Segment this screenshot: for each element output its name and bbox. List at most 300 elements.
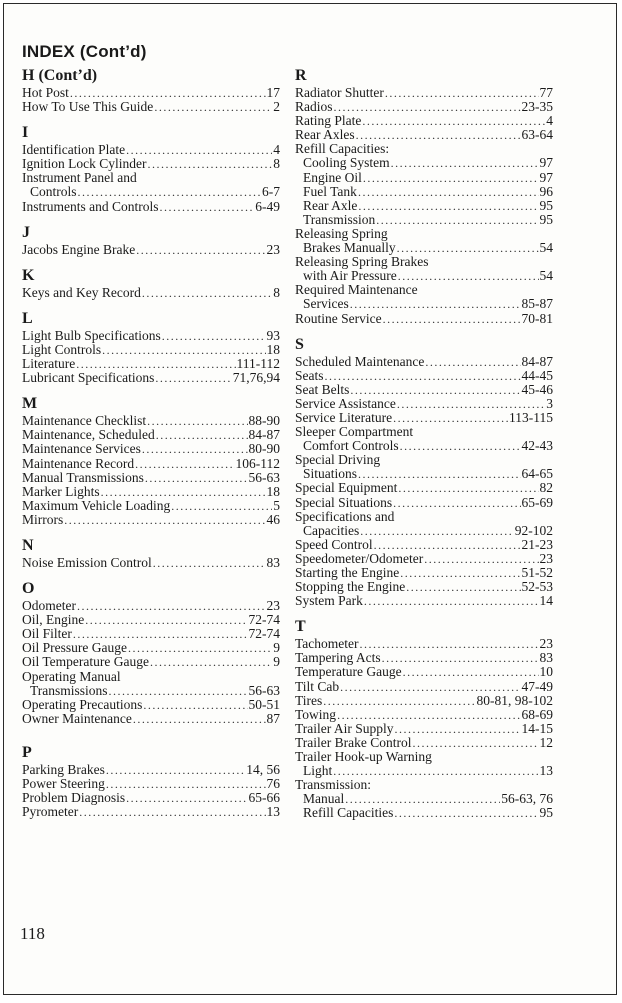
entry-pages: 65-69	[521, 494, 553, 510]
entry-topic: Marker Lights	[22, 483, 100, 499]
section-i	[22, 122, 280, 213]
index-entry	[22, 357, 280, 371]
index-entry	[295, 722, 553, 736]
entry-pages: 13	[266, 804, 280, 820]
entry-topic: Engine Oil	[303, 169, 362, 185]
dot-leader	[102, 343, 265, 357]
index-entry	[295, 383, 553, 397]
entry-topic: Service Assistance	[295, 395, 396, 411]
entry-pages: 4	[273, 142, 280, 158]
dot-leader	[356, 128, 521, 142]
entry-pages: 72-74	[248, 626, 280, 642]
dot-leader	[350, 297, 521, 311]
entry-topic: Maintenance Checklist	[22, 413, 147, 429]
dot-leader	[70, 86, 266, 100]
entry-pages: 54	[539, 268, 553, 284]
entry-topic: Pyrometer	[22, 804, 79, 820]
entry-pages: 52-53	[521, 579, 553, 595]
entry-topic: Oil Filter	[22, 626, 72, 642]
entry-topic: Comfort Controls	[303, 438, 399, 454]
dot-leader	[403, 665, 539, 679]
entry-pages: 23	[539, 636, 553, 652]
index-entry	[22, 556, 280, 570]
entry-pages: 96	[539, 183, 553, 199]
entry-topic: Parking Brakes	[22, 761, 105, 777]
dot-leader	[135, 457, 234, 471]
index-entry	[22, 171, 280, 185]
entry-pages: 84-87	[521, 353, 553, 369]
entry-topic: Situations	[303, 466, 358, 482]
section-s	[295, 334, 553, 609]
entry-pages: 8	[273, 284, 280, 300]
index-entry	[22, 499, 280, 513]
entry-pages: 71,76,94	[232, 370, 280, 386]
index-entry	[295, 524, 553, 538]
index-entry	[22, 627, 280, 641]
entry-topic: Literature	[22, 356, 76, 372]
dot-leader	[143, 698, 247, 712]
entry-pages: 84-87	[248, 427, 280, 443]
entry-pages: 83	[539, 650, 553, 666]
index-entry	[295, 510, 553, 524]
entry-pages: 106-112	[235, 455, 280, 471]
index-entry	[22, 655, 280, 669]
index-entry	[295, 538, 553, 552]
entry-topic: Scheduled Maintenance	[295, 353, 425, 369]
dot-leader	[391, 156, 539, 170]
index-entry	[295, 651, 553, 665]
entry-topic: Jacobs Engine Brake	[22, 241, 136, 257]
section-j	[22, 222, 280, 257]
entry-pages: 76	[266, 776, 280, 791]
entry-topic: Controls	[30, 184, 77, 200]
dot-leader	[397, 397, 545, 411]
index-entry	[22, 457, 280, 471]
index-entry	[295, 792, 553, 806]
entry-topic: Services	[303, 296, 349, 312]
entry-topic: Rating Plate	[295, 113, 362, 129]
entry-pages: 23	[266, 598, 280, 614]
index-entry	[22, 343, 280, 357]
entry-topic: Brakes Manually	[303, 240, 396, 256]
entry-topic: Temperature Gauge	[295, 664, 402, 680]
entry-topic: Service Literature	[295, 409, 393, 425]
index-entry	[295, 680, 553, 694]
index-entry	[22, 513, 280, 527]
entry-topic: Light Bulb Specifications	[22, 327, 161, 343]
entry-topic: Radiator Shutter	[295, 85, 384, 100]
dot-leader	[333, 764, 538, 778]
index-entry	[295, 481, 553, 495]
entry-topic: Transmission	[303, 211, 376, 227]
section-l	[22, 308, 280, 385]
entry-pages: 46	[266, 511, 280, 527]
index-entry	[295, 750, 553, 764]
entry-pages: 10	[539, 664, 553, 680]
dot-leader	[363, 171, 539, 185]
index-entry	[295, 397, 553, 411]
index-entry	[22, 371, 280, 385]
index-entry	[22, 777, 280, 791]
entry-topic: Rear Axle	[303, 197, 358, 213]
section-letter: I	[22, 124, 29, 142]
index-entry	[295, 736, 553, 750]
index-entry	[22, 599, 280, 613]
index-entry	[22, 485, 280, 499]
index-entry	[22, 698, 280, 712]
entry-topic: Keys and Key Record	[22, 284, 141, 300]
index-entry	[295, 594, 553, 608]
entry-topic: Special Driving	[295, 452, 381, 468]
dot-leader	[126, 791, 247, 805]
index-entry	[295, 283, 553, 297]
dot-leader	[76, 357, 235, 371]
index-entry	[295, 580, 553, 594]
entry-topic: Trailer Air Supply	[295, 720, 394, 736]
dot-leader	[153, 556, 266, 570]
index-entry	[22, 329, 280, 343]
index-entry	[295, 142, 553, 156]
index-entry	[22, 100, 280, 114]
section-t	[295, 616, 553, 820]
index-entry	[22, 185, 280, 199]
entry-pages: 92-102	[514, 522, 553, 538]
entry-pages: 13	[539, 763, 553, 779]
section-letter: S	[295, 335, 304, 353]
index-entry	[295, 297, 553, 311]
entry-pages: 44-45	[521, 367, 553, 383]
index-entry	[295, 708, 553, 722]
entry-pages: 50-51	[248, 696, 280, 712]
entry-pages: 51-52	[521, 565, 553, 580]
entry-topic: Odometer	[22, 598, 76, 614]
entry-pages: 56-63, 76	[501, 791, 553, 807]
entry-topic: Maximum Vehicle Loading	[22, 497, 171, 513]
entry-topic: Starting the Engine	[295, 565, 400, 580]
entry-topic: Tires	[295, 692, 323, 708]
entry-topic: Radios	[295, 99, 333, 115]
entry-pages: 87	[266, 710, 280, 726]
entry-pages: 95	[539, 211, 553, 227]
entry-topic: Power Steering	[22, 776, 105, 791]
entry-topic: Identification Plate	[22, 142, 126, 158]
entry-topic: Stopping the Engine	[295, 579, 406, 595]
index-entry	[22, 286, 280, 300]
section-k	[22, 265, 280, 300]
entry-pages: 64-65	[521, 466, 553, 482]
entry-pages: 23	[539, 550, 553, 566]
entry-pages: 3	[546, 395, 553, 411]
entry-pages: 63-64	[521, 127, 553, 143]
index-entry	[295, 227, 553, 241]
entry-pages: 65-66	[248, 790, 280, 806]
section-letter: K	[22, 266, 35, 284]
index-entry	[295, 171, 553, 185]
index-entry	[295, 185, 553, 199]
dot-leader	[364, 594, 539, 608]
entry-pages: 23-35	[521, 99, 553, 115]
dot-leader	[412, 736, 538, 750]
entry-pages: 80-81, 98-102	[476, 692, 553, 708]
dot-leader	[360, 524, 514, 538]
entry-pages: 4	[546, 113, 553, 129]
entry-topic: Manual	[303, 791, 345, 807]
dot-leader	[358, 185, 539, 199]
entry-pages: 80-90	[248, 441, 280, 457]
entry-pages: 97	[539, 169, 553, 185]
entry-topic: Lubricant Specifications	[22, 370, 155, 386]
dot-leader	[340, 680, 520, 694]
section-letter: J	[22, 223, 30, 241]
entry-topic: Mirrors	[22, 511, 64, 527]
entry-topic: Instrument Panel and	[22, 170, 137, 186]
dot-leader	[101, 485, 266, 499]
entry-pages: 9	[273, 654, 280, 670]
entry-pages: 21-23	[521, 536, 553, 552]
entry-topic: Refill Capacities:	[295, 141, 390, 157]
dot-leader	[350, 383, 520, 397]
entry-pages: 14	[539, 593, 553, 609]
dot-leader	[393, 496, 520, 510]
dot-leader	[109, 684, 248, 698]
entry-topic: Required Maintenance	[295, 282, 418, 298]
entry-topic: Instruments and Controls	[22, 198, 159, 214]
index-page	[3, 3, 617, 995]
entry-topic: Rear Axles	[295, 127, 355, 143]
index-entry	[295, 566, 553, 580]
dot-leader	[325, 369, 521, 383]
entry-topic: Speedometer/Odometer	[295, 550, 424, 566]
entry-pages: 14, 56	[246, 761, 280, 777]
entry-pages: 56-63	[248, 682, 280, 698]
index-entry	[295, 637, 553, 651]
index-entry	[295, 199, 553, 213]
entry-topic: Sleeper Compartment	[295, 424, 414, 440]
dot-leader	[150, 655, 272, 669]
index-entry	[295, 764, 553, 778]
entry-topic: Maintenance Record	[22, 455, 135, 471]
index-entry	[22, 763, 280, 777]
index-entry	[22, 157, 280, 171]
index-entry	[295, 411, 553, 425]
index-entry	[295, 255, 553, 269]
index-entry	[22, 805, 280, 819]
index-entry	[22, 200, 280, 214]
page-number: 118	[20, 924, 45, 943]
index-entry	[22, 414, 280, 428]
dot-leader	[394, 806, 538, 820]
dot-leader	[358, 199, 538, 213]
section-h	[22, 65, 280, 114]
entry-topic: Oil Pressure Gauge	[22, 640, 127, 656]
entry-pages: 42-43	[521, 438, 553, 454]
section-n	[22, 535, 280, 570]
entry-pages: 17	[266, 85, 280, 100]
dot-leader	[397, 241, 539, 255]
entry-topic: Routine Service	[295, 310, 382, 326]
entry-pages: 68-69	[521, 706, 553, 722]
index-column-left	[22, 65, 280, 819]
entry-topic: System Park	[295, 593, 363, 609]
index-entry	[295, 114, 553, 128]
section-letter: R	[295, 67, 307, 84]
index-entry	[22, 86, 280, 100]
entry-pages: 9	[273, 640, 280, 656]
entry-topic: Refill Capacities	[303, 805, 394, 821]
entry-pages: 93	[266, 327, 280, 343]
dot-leader	[171, 499, 272, 513]
dot-leader	[160, 200, 255, 214]
entry-pages: 113-115	[509, 409, 553, 425]
entry-pages: 85-87	[521, 296, 553, 312]
index-entry	[295, 425, 553, 439]
entry-pages: 72-74	[248, 612, 280, 628]
section-letter: O	[22, 580, 35, 598]
dot-leader	[64, 513, 265, 527]
dot-leader	[106, 777, 266, 791]
section-letter: N	[22, 536, 34, 554]
index-entry	[295, 128, 553, 142]
entry-topic: Releasing Spring	[295, 225, 388, 241]
dot-leader	[85, 613, 247, 627]
index-entry	[22, 684, 280, 698]
dot-leader	[323, 694, 475, 708]
entry-topic: Noise Emission Control	[22, 554, 152, 570]
section-letter: T	[295, 618, 306, 636]
dot-leader	[136, 243, 265, 257]
index-entry	[295, 100, 553, 114]
dot-leader	[73, 627, 248, 641]
dot-leader	[345, 792, 500, 806]
entry-pages: 111-112	[236, 356, 280, 372]
dot-leader	[106, 763, 245, 777]
index-entry	[295, 369, 553, 383]
section-letter: P	[22, 743, 32, 761]
entry-pages: 12	[539, 734, 553, 750]
section-o	[22, 578, 280, 726]
index-entry	[22, 791, 280, 805]
dot-leader	[162, 329, 266, 343]
index-entry	[22, 670, 280, 684]
dot-leader	[360, 637, 539, 651]
index-entry	[295, 778, 553, 792]
entry-topic: Releasing Spring Brakes	[295, 254, 429, 270]
dot-leader	[147, 414, 247, 428]
entry-pages: 8	[273, 156, 280, 172]
dot-leader	[128, 641, 272, 655]
entry-pages: 47-49	[521, 678, 553, 694]
dot-leader	[147, 157, 272, 171]
dot-leader	[395, 722, 521, 736]
entry-topic: Operating Precautions	[22, 696, 143, 712]
dot-leader	[424, 552, 538, 566]
entry-topic: Tachometer	[295, 636, 359, 652]
index-entry	[22, 471, 280, 485]
entry-pages: 56-63	[248, 469, 280, 485]
dot-leader	[155, 371, 231, 385]
entry-pages: 6-49	[255, 198, 280, 214]
dot-leader	[337, 708, 520, 722]
page-title: INDEX (Cont’d)	[22, 42, 147, 61]
entry-topic: Hot Post	[22, 85, 69, 100]
entry-topic: Transmission:	[295, 777, 372, 793]
index-entry	[295, 806, 553, 820]
dot-leader	[400, 566, 520, 580]
entry-topic: Tampering Acts	[295, 650, 381, 666]
entry-pages: 54	[539, 240, 553, 256]
entry-topic: Special Equipment	[295, 480, 398, 496]
index-entry	[295, 453, 553, 467]
entry-pages: 95	[539, 197, 553, 213]
entry-pages: 95	[539, 805, 553, 821]
entry-topic: Seats	[295, 367, 324, 383]
dot-leader	[79, 805, 265, 819]
dot-leader	[406, 580, 520, 594]
dot-leader	[398, 481, 538, 495]
entry-topic: Maintenance Services	[22, 441, 141, 457]
index-entry	[295, 439, 553, 453]
entry-topic: Manual Transmissions	[22, 469, 144, 485]
dot-leader	[393, 411, 508, 425]
index-entry	[295, 496, 553, 510]
entry-topic: Capacities	[303, 522, 360, 538]
entry-pages: 2	[273, 99, 280, 115]
entry-pages: 77	[539, 85, 553, 100]
index-entry	[22, 143, 280, 157]
entry-topic: Owner Maintenance	[22, 710, 132, 726]
entry-topic: Trailer Hook-up Warning	[295, 749, 432, 765]
index-entry	[295, 552, 553, 566]
dot-leader	[142, 286, 272, 300]
dot-leader	[334, 100, 521, 114]
entry-pages: 82	[539, 480, 553, 496]
entry-pages: 83	[266, 554, 280, 570]
entry-pages: 14-15	[521, 720, 553, 736]
entry-topic: Operating Manual	[22, 668, 121, 684]
index-entry	[295, 156, 553, 170]
index-entry	[22, 641, 280, 655]
entry-topic: Special Situations	[295, 494, 393, 510]
entry-topic: Maintenance, Scheduled	[22, 427, 155, 443]
entry-topic: Towing	[295, 706, 337, 722]
dot-leader	[398, 269, 539, 283]
entry-topic: Oil, Engine	[22, 612, 85, 628]
entry-pages: 23	[266, 241, 280, 257]
entry-pages: 18	[266, 483, 280, 499]
dot-leader	[374, 538, 521, 552]
entry-topic: Specifications and	[295, 508, 395, 524]
entry-topic: Light	[303, 763, 333, 779]
dot-leader	[145, 471, 248, 485]
dot-leader	[126, 143, 272, 157]
dot-leader	[142, 442, 248, 456]
entry-topic: Ignition Lock Cylinder	[22, 156, 147, 172]
entry-topic: Cooling System	[303, 155, 390, 171]
dot-leader	[362, 114, 545, 128]
entry-topic: Seat Belts	[295, 381, 350, 397]
section-letter: L	[22, 309, 33, 327]
entry-pages: 6-7	[262, 184, 280, 200]
index-entry	[295, 355, 553, 369]
dot-leader	[358, 467, 520, 481]
dot-leader	[376, 213, 538, 227]
index-entry	[22, 428, 280, 442]
entry-topic: Speed Control	[295, 536, 373, 552]
dot-leader	[425, 355, 520, 369]
index-entry	[295, 86, 553, 100]
entry-pages: 5	[273, 497, 280, 513]
section-letter: H (Cont’d)	[22, 67, 98, 84]
